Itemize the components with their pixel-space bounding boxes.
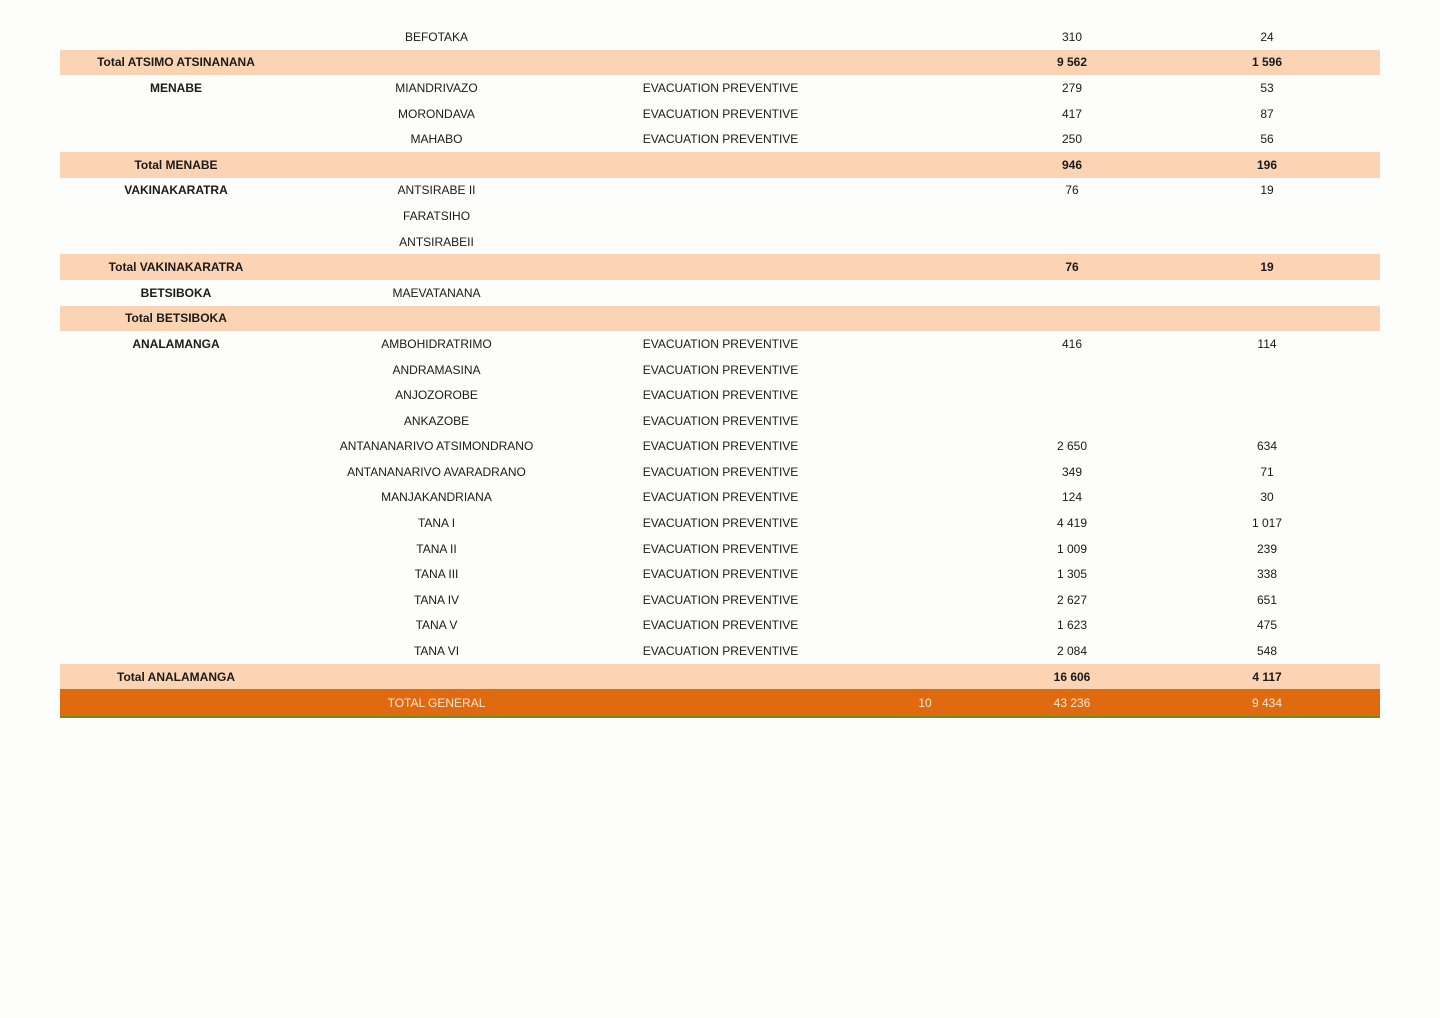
persons-cell: 310 [1061,29,1083,44]
persons-cell [990,382,1154,408]
district-cell: TANA III [414,567,459,582]
region-cell [60,382,292,408]
district-cell: AMBOHIDRATRIMO [381,336,492,351]
households-cell: 19 [1260,183,1274,198]
households-cell: 19 [1154,254,1380,280]
table-row [60,408,1380,434]
sites-cell [860,459,990,485]
action-cell [581,280,860,306]
sites-cell [860,306,990,332]
table-row [60,536,1380,562]
table-row [60,510,1380,536]
district-cell: TANA I [417,516,456,531]
sites-cell [860,75,990,101]
table-row [60,459,1380,485]
sites-cell [860,638,990,664]
households-cell: 4 117 [1154,664,1380,690]
action-cell: EVACUATION PREVENTIVE [642,80,799,95]
persons-cell [990,357,1154,383]
region-cell [60,638,292,664]
district-cell: TANA V [415,618,458,633]
persons-cell: 1 009 [1056,541,1088,556]
region-cell [60,229,292,255]
action-cell [581,50,860,76]
persons-cell: 1 305 [1056,567,1088,582]
table-row [60,178,1380,204]
persons-cell: 349 [1061,464,1083,479]
households-cell: 475 [1256,618,1278,633]
district-cell: MIANDRIVAZO [395,80,478,95]
district-cell: MORONDAVA [398,106,475,121]
persons-cell [990,280,1154,306]
table-row [60,203,1380,229]
households-cell: 196 [1154,152,1380,178]
region-cell: ANALAMANGA [132,336,220,351]
subtotal-row [60,50,1380,76]
persons-cell: 16 606 [990,664,1154,690]
action-cell: EVACUATION PREVENTIVE [642,413,799,428]
action-cell: EVACUATION PREVENTIVE [642,618,799,633]
district-cell: FARATSIHO [402,208,471,223]
action-cell: EVACUATION PREVENTIVE [642,490,799,505]
persons-cell: 250 [1061,132,1083,147]
grand-total-sites: 10 [860,689,990,717]
sites-cell [860,331,990,357]
households-cell [1154,408,1380,434]
table-row [60,75,1380,101]
district-cell: MAEVATANANA [392,285,481,300]
households-cell: 30 [1260,490,1274,505]
table-row [60,382,1380,408]
table-row [60,126,1380,152]
action-cell: EVACUATION PREVENTIVE [642,388,799,403]
subtotal-row [60,254,1380,280]
table-row [60,229,1380,255]
district-cell: MANJAKANDRIANA [381,490,492,505]
table-row [60,357,1380,383]
action-cell: EVACUATION PREVENTIVE [642,644,799,659]
households-cell: 53 [1260,80,1274,95]
table-row [60,613,1380,639]
persons-cell [990,306,1154,332]
households-cell: 1 017 [1251,516,1283,531]
action-cell: EVACUATION PREVENTIVE [642,336,799,351]
action-cell [581,254,860,280]
district-cell [292,50,581,76]
district-cell: MAHABO [410,132,463,147]
district-cell: TANA II [416,541,457,556]
persons-cell: 76 [1065,183,1079,198]
region-cell [60,24,292,50]
households-cell: 651 [1256,592,1278,607]
region-cell: MENABE [149,80,202,95]
region-cell [60,126,292,152]
sites-cell [860,587,990,613]
households-cell [1154,382,1380,408]
table-row [60,638,1380,664]
sites-cell [860,24,990,50]
grand-total-label: TOTAL GENERAL [292,689,581,717]
sites-cell [860,536,990,562]
district-cell: ANJOZOROBE [395,388,478,403]
region-cell [60,101,292,127]
action-cell [581,152,860,178]
households-cell [1154,203,1380,229]
sites-cell [860,408,990,434]
grand-total-spacer [60,689,292,717]
region-cell [60,357,292,383]
sites-cell [860,178,990,204]
action-cell [581,664,860,690]
region-cell: Total BETSIBOKA [60,306,292,332]
region-cell: VAKINAKARATRA [124,183,228,198]
district-cell [292,306,581,332]
region-cell: Total VAKINAKARATRA [60,254,292,280]
region-cell [60,510,292,536]
sites-cell [860,203,990,229]
sites-cell [860,280,990,306]
persons-cell: 2 084 [1056,644,1088,659]
action-cell [581,24,860,50]
region-cell [60,434,292,460]
sites-cell [860,101,990,127]
sites-cell [860,50,990,76]
table-body [60,24,1380,717]
action-cell: EVACUATION PREVENTIVE [642,516,799,531]
district-cell: ANTANANARIVO AVARADRANO [347,464,526,479]
subtotal-row [60,306,1380,332]
sites-cell [860,561,990,587]
households-cell: 239 [1256,541,1278,556]
region-cell: BETSIBOKA [140,285,212,300]
action-cell [581,306,860,332]
district-cell [292,254,581,280]
district-cell: ANKAZOBE [403,413,470,428]
persons-cell: 417 [1061,106,1083,121]
persons-cell: 279 [1061,80,1083,95]
persons-cell [990,203,1154,229]
table-row [60,280,1380,306]
grand-total-spacer [581,689,860,717]
district-cell: ANTSIRABE II [397,183,476,198]
persons-cell: 416 [1061,336,1083,351]
region-cell [60,613,292,639]
persons-cell: 2 627 [1056,592,1088,607]
persons-cell: 9 562 [990,50,1154,76]
households-cell: 114 [1257,336,1277,351]
households-cell: 548 [1256,644,1278,659]
action-cell: EVACUATION PREVENTIVE [642,541,799,556]
households-cell [1154,306,1380,332]
region-cell [60,203,292,229]
sites-cell [860,254,990,280]
region-cell [60,459,292,485]
persons-cell: 124 [1061,490,1083,505]
sites-cell [860,126,990,152]
households-cell: 338 [1256,567,1278,582]
district-cell: ANTSIRABEII [399,234,474,249]
region-cell: Total ANALAMANGA [60,664,292,690]
households-cell: 1 596 [1154,50,1380,76]
table-row [60,331,1380,357]
sites-cell [860,229,990,255]
table-row [60,561,1380,587]
action-cell [581,178,860,204]
district-cell: ANTANANARIVO ATSIMONDRANO [339,439,534,454]
district-cell: TANA VI [413,644,460,659]
district-cell: ANDRAMASINA [392,362,481,377]
sites-cell [860,485,990,511]
action-cell: EVACUATION PREVENTIVE [642,592,799,607]
region-cell: Total ATSIMO ATSINANANA [60,50,292,76]
region-cell: Total MENABE [60,152,292,178]
table-row [60,485,1380,511]
action-cell: EVACUATION PREVENTIVE [642,106,799,121]
households-cell [1154,229,1380,255]
sites-cell [860,434,990,460]
persons-cell: 2 650 [1056,439,1088,454]
action-cell [581,203,860,229]
subtotal-row [60,664,1380,690]
grand-total-households: 9 434 [1154,689,1380,717]
sites-cell [860,382,990,408]
action-cell: EVACUATION PREVENTIVE [642,132,799,147]
sites-cell [860,664,990,690]
region-cell [60,536,292,562]
district-cell [292,152,581,178]
region-cell [60,485,292,511]
action-cell: EVACUATION PREVENTIVE [642,567,799,582]
region-cell [60,587,292,613]
action-cell: EVACUATION PREVENTIVE [642,464,799,479]
action-cell: EVACUATION PREVENTIVE [642,439,799,454]
persons-cell: 946 [990,152,1154,178]
table-row [60,24,1380,50]
persons-cell: 4 419 [1056,516,1088,531]
persons-cell [990,229,1154,255]
action-cell: EVACUATION PREVENTIVE [642,362,799,377]
persons-cell: 1 623 [1056,618,1088,633]
grand-total-row [60,689,1380,717]
district-cell: TANA IV [413,592,460,607]
region-cell [60,561,292,587]
table-row [60,587,1380,613]
households-cell [1154,357,1380,383]
grand-total-persons: 43 236 [990,689,1154,717]
region-cell [60,408,292,434]
households-cell: 87 [1260,106,1274,121]
district-cell [292,664,581,690]
households-cell: 24 [1260,29,1274,44]
table-row [60,434,1380,460]
sites-cell [860,357,990,383]
sites-cell [860,510,990,536]
subtotal-row [60,152,1380,178]
households-cell: 71 [1260,464,1274,479]
households-cell: 56 [1260,132,1274,147]
evacuation-table [60,24,1380,718]
action-cell [581,229,860,255]
households-cell [1154,280,1380,306]
sites-cell [860,613,990,639]
persons-cell [990,408,1154,434]
persons-cell: 76 [990,254,1154,280]
sites-cell [860,152,990,178]
households-cell: 634 [1256,439,1278,454]
district-cell: BEFOTAKA [404,29,469,44]
table-row [60,101,1380,127]
